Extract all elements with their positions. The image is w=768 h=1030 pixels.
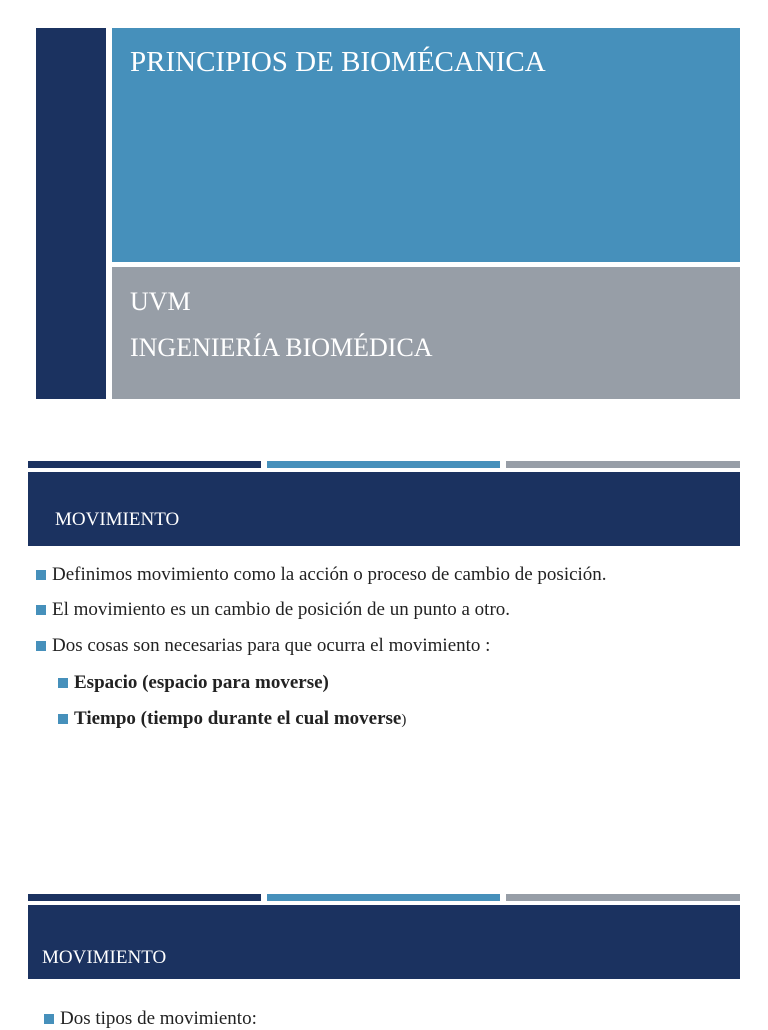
slide-header-bar: [28, 472, 740, 546]
bullet-item: [44, 1008, 257, 1030]
header-stripe-gray: [506, 894, 740, 901]
sub-bullet-text: Tiempo (tiempo durante el cual moverse: [74, 708, 402, 729]
sub-bullet-item: [58, 708, 406, 730]
bullet-text: Definimos movimiento como la acción o proceso de cambio de posición.: [52, 564, 607, 585]
bullet-square-icon: [36, 641, 46, 651]
bullet-text: Dos cosas son necesarias para que ocurra el movimiento :: [52, 635, 491, 656]
bullet-square-icon: [58, 678, 68, 688]
header-stripe-blue: [267, 894, 500, 901]
sub-bullet-text: Espacio (espacio para moverse): [74, 672, 329, 693]
header-stripe-blue: [267, 461, 500, 468]
slide-subtitle-line-1: UVM: [130, 287, 191, 316]
bullet-square-icon: [58, 714, 68, 724]
bullet-square-icon: [36, 570, 46, 580]
header-stripe-navy: [28, 461, 261, 468]
header-stripe-navy: [28, 894, 261, 901]
bullet-item: [36, 564, 607, 586]
bullet-item: [36, 635, 490, 657]
slide-header-title: MOVIMIENTO: [42, 947, 167, 968]
sub-bullet-tail: ): [401, 712, 407, 728]
slide-header-title: MOVIMIENTO: [55, 509, 180, 530]
sub-bullet-item: [58, 672, 329, 694]
bullet-text: Dos tipos de movimiento:: [60, 1008, 257, 1029]
bullet-item: [36, 599, 510, 621]
bullet-square-icon: [44, 1014, 54, 1024]
slide-subtitle-line-2: INGENIERÍA BIOMÉDICA: [130, 333, 433, 362]
title-slide-accent-bar: [36, 28, 106, 399]
header-stripe-gray: [506, 461, 740, 468]
slide-header-bar: [28, 905, 740, 979]
bullet-text: El movimiento es un cambio de posición de un punto a otro.: [52, 599, 511, 620]
bullet-square-icon: [36, 605, 46, 615]
slide-title: PRINCIPIOS DE BIOMÉCANICA: [130, 46, 546, 78]
